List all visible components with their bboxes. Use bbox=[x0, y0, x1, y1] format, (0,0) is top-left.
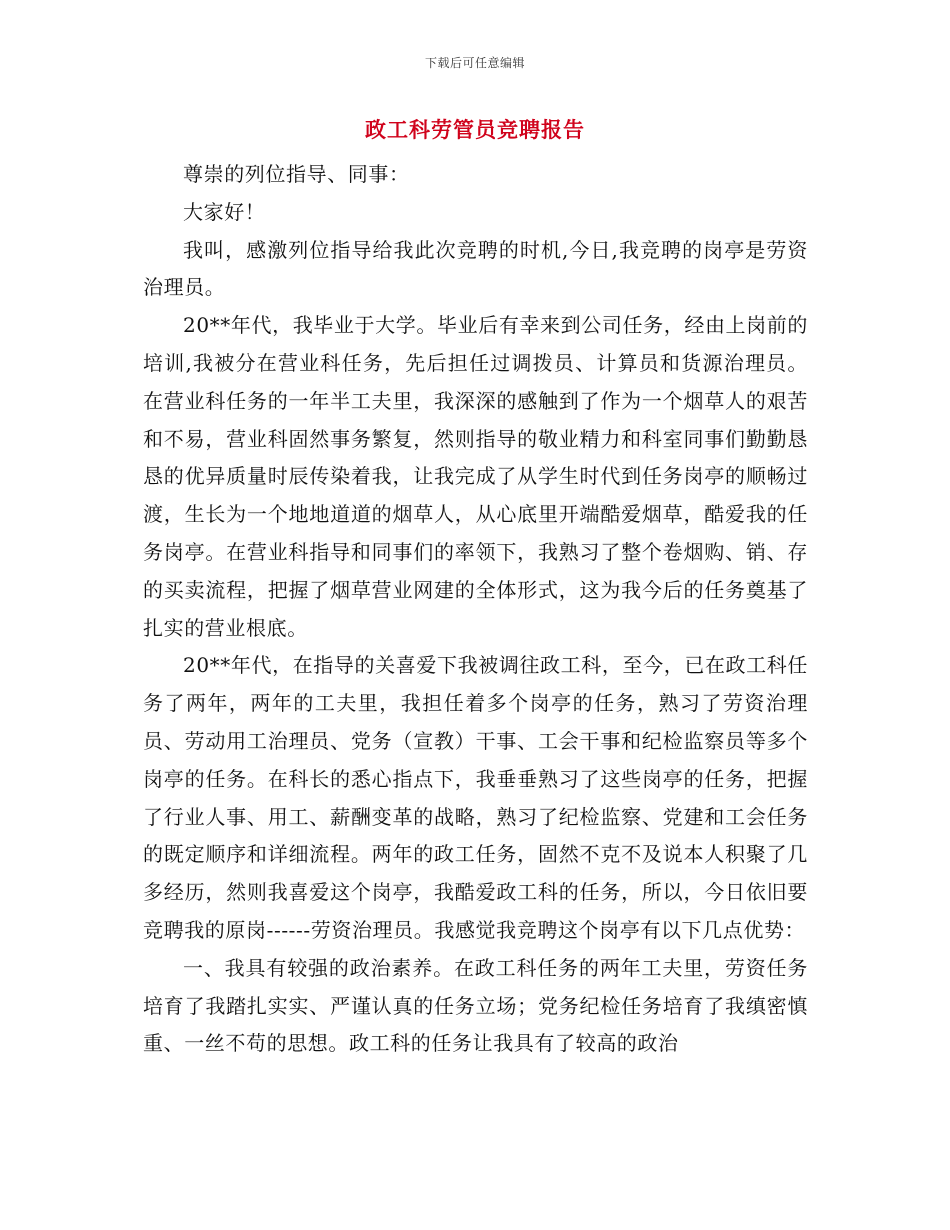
paragraph-salutation: 尊崇的列位指导、同事： bbox=[183, 162, 410, 186]
paragraph-sales-experience: 20**年代，我毕业于大学。毕业后有幸来到公司任务，经由上岗前的培训,我被分在营业科任务，先后担任过调拨员、计算员和货源治理员。在营业科任务的一年半工夫里，我深深的感触到了作为一个烟草人的艰苦和不易，营业科固然事务繁复，然则指导的敬业精力和科室同事们勤勤恳恳的优异质量时辰传染着我，让我完成了从学生时代到任务岗亭的顺畅过渡，生长为一个地地道道的烟草人，从心底里开端酷爱烟草，酷爱我的任务岗亭。在营业科指导和同事们的率领下，我熟习了整个卷烟购、销、存的买卖流程，把握了烟草营业网建的全体形式，这为我今后的任务奠基了扎实的营业根底。 bbox=[143, 313, 808, 640]
paragraph-political-work: 20**年代，在指导的关喜爱下我被调往政工科，至今，已在政工科任务了两年，两年的工夫里，我担任着多个岗亭的任务，熟习了劳资治理员、劳动用工治理员、党务（宣教）干事、工会干事和纪检监察员等多个岗亭的任务。在科长的悉心指点下，我垂垂熟习了这些岗亭的任务，把握了行业人事、用工、薪酬变革的战略，熟习了纪检监察、党建和工会任务的既定顺序和详细流程。两年的政工任务，固然不克不及说本人积聚了几多经历，然则我喜爱这个岗亭，我酷爱政工科的任务，所以，今日依旧要竞聘我的原岗------劳资治理员。我感觉我竞聘这个岗亭有以下几点优势： bbox=[143, 653, 808, 942]
paragraph-advantage-one: 一、我具有较强的政治素养。在政工科任务的两年工夫里，劳资任务培育了我踏扎实实、严谨认真的任务立场；党务纪检任务培育了我缜密慎重、一丝不苟的思想。政工科的任务让我具有了较高的政治 bbox=[143, 955, 808, 1056]
document-body bbox=[143, 156, 808, 1063]
header-note: 下载后可任意编辑 bbox=[424, 56, 525, 70]
paragraph-greeting: 大家好！ bbox=[183, 199, 266, 224]
paragraph-intro: 我叫，感激列位指导给我此次竞聘的时机,今日,我竞聘的岗亭是劳资治理员。 bbox=[143, 237, 808, 300]
document-title: 政工科劳管员竞聘报告 bbox=[365, 117, 585, 142]
